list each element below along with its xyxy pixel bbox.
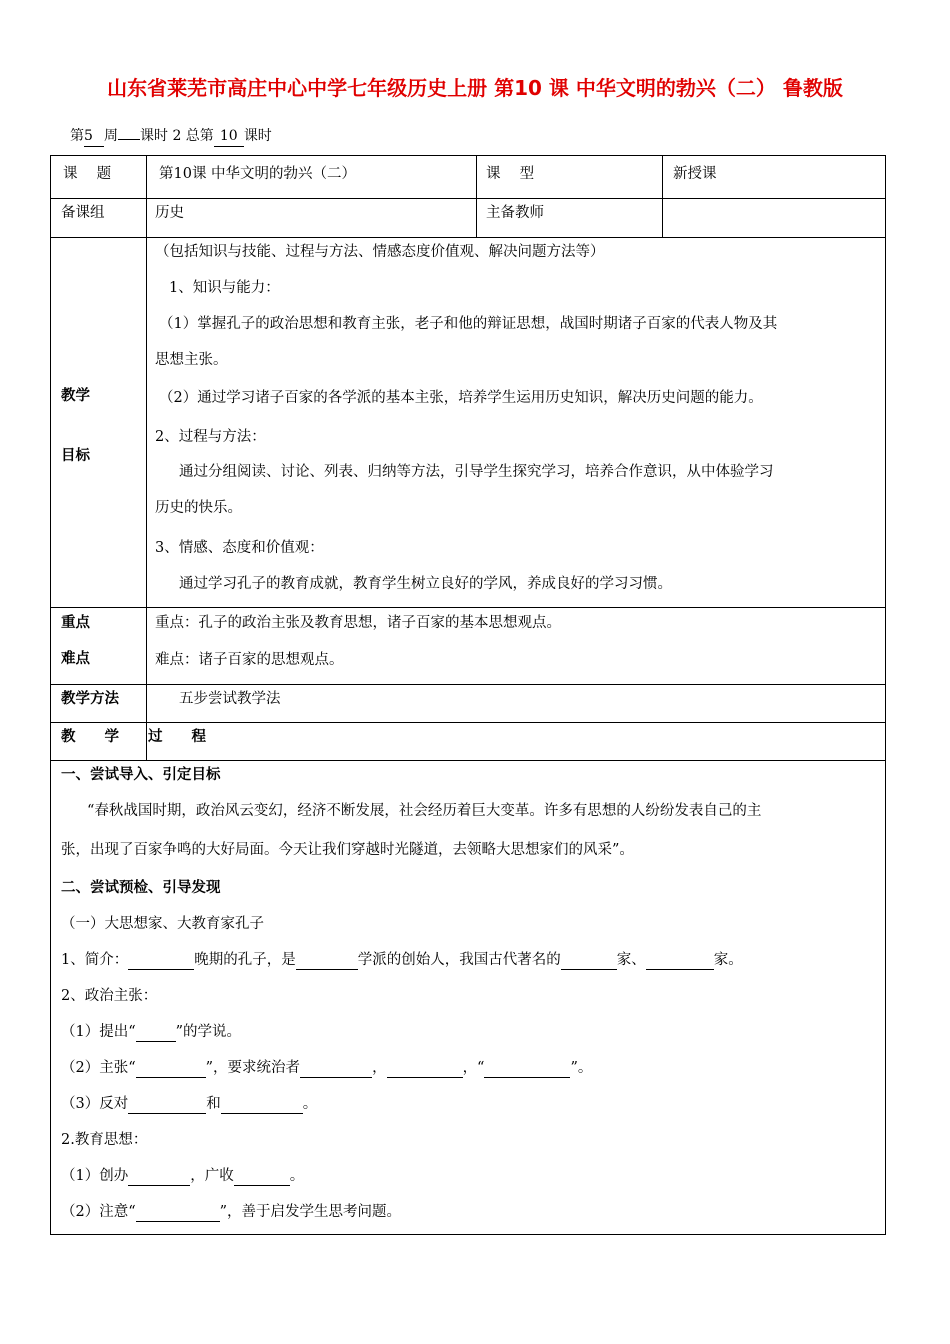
fill-blank[interactable] [221, 1095, 303, 1114]
intro-text-e: 家。 [713, 952, 743, 968]
document-title: 山东省莱芜市高庄中心中学七年级历史上册 第10 课 中华文明的勃兴（二） 鲁教版 [107, 76, 843, 100]
teacher-label: 主备教师 [486, 205, 544, 221]
fill-blank[interactable] [128, 1167, 190, 1186]
fill-blank[interactable] [646, 951, 714, 970]
emotion-title: 3、情感、态度和价值观： [155, 540, 324, 556]
fill-blank[interactable] [300, 1059, 372, 1078]
intro-fill-line [61, 950, 743, 970]
subsection-confucius: （一）大思想家、大教育家孔子 [61, 916, 264, 932]
education-item-1 [61, 1166, 304, 1186]
pol3-text-c: 。 [302, 1096, 318, 1112]
process-method-line-2: 历史的快乐。 [155, 500, 242, 516]
pol1-text-b: ”的学说。 [175, 1024, 242, 1040]
lesson-type-label: 课 型 [486, 166, 535, 182]
group-value: 历史 [155, 205, 184, 221]
meta-suffix: 课时 [243, 128, 272, 144]
difficult-point-text: 难点：诸子百家的思想观点。 [155, 652, 344, 668]
politics-title: 2、政治主张： [61, 988, 158, 1004]
pol1-text-a: （1）提出“ [61, 1024, 136, 1040]
section-1-line-1: “春秋战国时期，政治风云变幻，经济不断发展，社会经历着巨大变革。许多有思想的人纷纷发表自己的主 [87, 803, 762, 819]
meta-lesson-label: 课时 2 总第 [140, 128, 214, 144]
section-1-title: 一、尝试导入、引定目标 [61, 767, 221, 783]
pol2-text-a: （2）主张“ [61, 1060, 136, 1076]
lesson-type-value: 新授课 [673, 166, 717, 182]
fill-blank[interactable] [484, 1059, 570, 1078]
intro-text-a: 1、简介： [61, 952, 129, 968]
objectives-label-1: 教学 [61, 388, 90, 404]
section-1-line-2: 张，出现了百家争鸣的大好局面。今天让我们穿越时光隧道，去领略大思想家们的风采”。 [61, 842, 634, 858]
meta-week-number: 5 [84, 126, 104, 147]
knowledge-item-1-line-2: 思想主张。 [155, 352, 228, 368]
knowledge-title: 1、知识与能力： [169, 280, 280, 296]
group-label: 备课组 [61, 205, 105, 221]
intro-text-b: 晚期的孔子，是 [194, 952, 296, 968]
key-point-label: 重点 [61, 615, 90, 631]
intro-text-d: 家、 [616, 952, 646, 968]
objectives-label-2: 目标 [61, 448, 90, 464]
politics-item-1 [61, 1022, 241, 1042]
fill-blank[interactable] [128, 1095, 206, 1114]
meta-week-label: 周 [104, 128, 118, 144]
knowledge-item-1-line-1: （1）掌握孔子的政治思想和教育主张，老子和他的辩证思想，战国时期诸子百家的代表人物及其 [159, 316, 778, 332]
intro-text-c: 学派的创始人，我国古代著名的 [357, 952, 561, 968]
difficult-point-label: 难点 [61, 651, 90, 667]
fill-blank[interactable] [136, 1023, 176, 1042]
meta-total-number: 10 [214, 126, 244, 147]
edu1-text-b: ，广收 [190, 1168, 234, 1184]
edu2-text-a: （2）注意“ [61, 1204, 136, 1220]
pol3-text-a: （3）反对 [61, 1096, 129, 1112]
fill-blank[interactable] [128, 951, 194, 970]
section-2-title: 二、尝试预检、引导发现 [61, 880, 221, 896]
key-point-text: 重点：孔子的政治主张及教育思想，诸子百家的基本思想观点。 [155, 615, 561, 631]
fill-blank[interactable] [387, 1059, 463, 1078]
topic-label: 课 题 [63, 166, 112, 182]
meta-blank [118, 139, 140, 140]
process-method-line-1: 通过分组阅读、讨论、列表、归纳等方法，引导学生探究学习，培养合作意识，从中体验学习 [179, 464, 774, 480]
fill-blank[interactable] [296, 951, 358, 970]
emotion-line: 通过学习孔子的教育成就，教育学生树立良好的学风，养成良好的学习习惯。 [179, 576, 672, 592]
pol2-text-c: ， [372, 1060, 387, 1076]
meta-prefix: 第 [70, 128, 84, 144]
pol2-text-d: ，“ [462, 1060, 485, 1076]
edu2-text-b: ”，善于启发学生思考问题。 [219, 1204, 402, 1220]
politics-item-2 [61, 1058, 592, 1078]
education-item-2 [61, 1202, 401, 1222]
fill-blank[interactable] [234, 1167, 290, 1186]
method-label: 教学方法 [61, 691, 119, 707]
objectives-intro: （包括知识与技能、过程与方法、情感态度价值观、解决问题方法等） [155, 244, 605, 260]
knowledge-item-2: （2）通过学习诸子百家的各学派的基本主张，培养学生运用历史知识，解决历史问题的能力。 [159, 390, 763, 406]
politics-item-3 [61, 1094, 317, 1114]
edu1-text-c: 。 [289, 1168, 305, 1184]
method-value: 五步尝试教学法 [179, 691, 281, 707]
process-method-title: 2、过程与方法： [155, 429, 266, 445]
fill-blank[interactable] [561, 951, 617, 970]
edu1-text-a: （1）创办 [61, 1168, 129, 1184]
pol2-text-b: ”，要求统治者 [205, 1060, 301, 1076]
lesson-meta [70, 126, 272, 147]
lesson-plan-table [50, 155, 886, 1235]
education-title: 2.教育思想： [61, 1132, 148, 1148]
process-heading: 教 学 过 程 [61, 729, 206, 745]
fill-blank[interactable] [136, 1203, 220, 1222]
pol2-text-e: ”。 [570, 1060, 593, 1076]
topic-value: 第10课 中华文明的勃兴（二） [159, 166, 357, 182]
pol3-text-b: 和 [206, 1096, 221, 1112]
fill-blank[interactable] [136, 1059, 206, 1078]
